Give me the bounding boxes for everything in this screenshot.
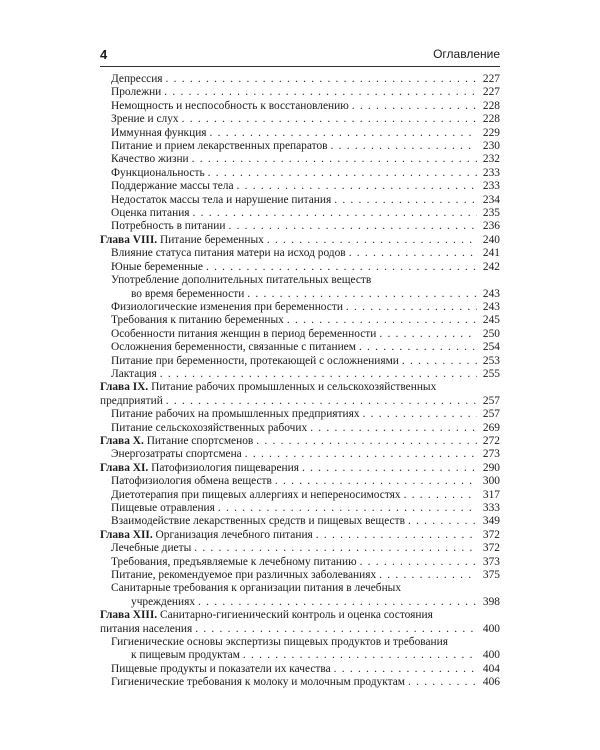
- leader-dots: [334, 663, 477, 676]
- entry-title: Депрессия: [111, 73, 163, 85]
- entry-title: Питание, рекомендуемое при различных заболеваниях: [111, 569, 377, 582]
- toc-section-entry[interactable]: [100, 153, 500, 166]
- leader-dots: [245, 448, 477, 461]
- entry-page-number: 250: [482, 327, 500, 340]
- toc-section-entry[interactable]: [100, 542, 500, 555]
- toc-section-entry[interactable]: [100, 422, 500, 435]
- entry-page-number: 317: [482, 488, 500, 501]
- toc-section-entry[interactable]: [100, 676, 500, 689]
- leader-dots: [166, 395, 477, 408]
- entry-title: Санитарно-гигиенический контроль и оценка состояния: [159, 609, 433, 622]
- entry-title: Лактация: [111, 367, 157, 380]
- chapter-label: Глава XI.: [100, 461, 149, 474]
- entry-page-number: 255: [482, 367, 500, 380]
- leader-dots: [164, 86, 477, 99]
- entry-title-continued: учреждениях: [131, 595, 196, 608]
- entry-page-number: 227: [482, 73, 500, 85]
- toc-section-entry[interactable]: [100, 489, 500, 502]
- entry-title: Физиологические изменения при беременности: [111, 300, 343, 313]
- entry-title: Недостаток массы тела и нарушение питания: [111, 193, 332, 206]
- leader-dots: [379, 328, 477, 341]
- entry-title: Питание спортсменов: [146, 434, 254, 447]
- leader-dots: [408, 515, 477, 528]
- entry-page-number: 257: [482, 408, 500, 421]
- entry-title: Питание и прием лекарственных препаратов: [111, 140, 328, 153]
- entry-title: Санитарные требования к организации питания в лечебных: [111, 582, 402, 595]
- entry-page-number: 242: [482, 260, 500, 273]
- toc-section-entry[interactable]: [100, 180, 500, 193]
- entry-page-number: 253: [482, 354, 500, 367]
- leader-dots: [331, 140, 477, 153]
- leader-dots: [360, 556, 477, 569]
- entry-title: Диетотерапия при пищевых аллергиях и непереносимостях: [111, 488, 401, 501]
- leader-dots: [404, 489, 477, 502]
- entry-page-number: 254: [482, 341, 500, 354]
- entry-title-continued: к пищевым продуктам: [131, 649, 240, 662]
- toc-section-entry[interactable]: [100, 328, 500, 341]
- entry-title: Пищевые продукты и показатели их качества: [111, 662, 331, 675]
- leader-dots: [310, 422, 477, 435]
- entry-page-number: 290: [482, 461, 500, 474]
- entry-title: Организация лечебного питания: [155, 528, 313, 541]
- leader-dots: [247, 288, 477, 301]
- page-number: 4: [100, 47, 108, 62]
- leader-dots: [206, 261, 477, 274]
- toc-section-entry[interactable]: [100, 636, 500, 663]
- entry-page-number: 269: [482, 421, 500, 434]
- table-of-contents: [100, 73, 500, 690]
- toc-section-entry[interactable]: [100, 475, 500, 488]
- entry-page-number: 241: [482, 247, 500, 260]
- toc-section-entry[interactable]: [100, 582, 500, 609]
- entry-page-number: 372: [482, 528, 500, 541]
- entry-page-number: 234: [482, 193, 500, 206]
- entry-title: Питание беременных: [159, 233, 264, 246]
- entry-title: Поддержание массы тела: [111, 180, 234, 193]
- leader-dots: [237, 180, 477, 193]
- entry-title: Патофизиология обмена веществ: [111, 475, 272, 488]
- entry-page-number: 228: [482, 113, 500, 126]
- toc-section-entry[interactable]: [100, 663, 500, 676]
- toc-section-entry[interactable]: [100, 274, 500, 301]
- leader-dots: [275, 475, 477, 488]
- entry-title: Пролежни: [111, 86, 162, 99]
- entry-title: Влияние статуса питания матери на исход родов: [111, 247, 346, 260]
- leader-dots: [359, 341, 477, 354]
- entry-page-number: 404: [482, 662, 500, 675]
- toc-chapter-entry[interactable]: [100, 435, 500, 448]
- leader-dots: [195, 623, 477, 636]
- leader-dots: [363, 408, 477, 421]
- toc-chapter-entry[interactable]: [100, 234, 500, 247]
- leader-dots: [194, 542, 477, 555]
- entry-title: Особенности питания женщин в период беременности: [111, 327, 377, 340]
- entry-title: Гигиенические требования к молоку и молочным продуктам: [111, 676, 405, 689]
- entry-page-number: 300: [482, 475, 500, 488]
- toc-section-entry[interactable]: [100, 100, 500, 113]
- entry-page-number: 243: [482, 300, 500, 313]
- toc-chapter-entry[interactable]: [100, 462, 500, 475]
- leader-dots: [256, 435, 477, 448]
- leader-dots: [160, 368, 477, 381]
- toc-section-entry[interactable]: [100, 247, 500, 260]
- toc-section-entry[interactable]: [100, 556, 500, 569]
- entry-title: Гигиенические основы экспертизы пищевых продуктов и требования: [111, 636, 448, 649]
- leader-dots: [349, 247, 477, 260]
- entry-title: Питание рабочих на промышленных предприятиях: [111, 408, 360, 421]
- entry-page-number: 236: [482, 220, 500, 233]
- leader-dots: [402, 355, 477, 368]
- leader-dots: [267, 234, 477, 247]
- entry-page-number: 375: [482, 569, 500, 582]
- toc-chapter-entry[interactable]: [100, 529, 500, 542]
- leader-dots: [379, 569, 477, 582]
- chapter-label: Глава XII.: [100, 528, 153, 541]
- entry-title: Лечебные диеты: [111, 542, 192, 555]
- entry-title: Немощность и неспособность к восстановлению: [111, 99, 349, 112]
- toc-section-entry[interactable]: [100, 448, 500, 461]
- entry-page-number: 373: [482, 555, 500, 568]
- entry-page-number: 333: [482, 502, 500, 514]
- toc-section-entry[interactable]: [100, 408, 500, 421]
- entry-page-number: 235: [482, 207, 500, 220]
- toc-section-entry[interactable]: [100, 207, 500, 220]
- toc-section-entry[interactable]: [100, 502, 500, 515]
- entry-page-number: 272: [482, 434, 500, 447]
- leader-dots: [228, 220, 477, 233]
- entry-title: Потребность в питании: [111, 220, 226, 233]
- entry-title: Энергозатраты спортсмена: [111, 448, 242, 461]
- entry-title: Оценка питания: [111, 207, 190, 220]
- entry-page-number: 233: [482, 166, 500, 179]
- leader-dots: [166, 73, 477, 86]
- toc-section-entry[interactable]: [100, 314, 500, 327]
- entry-title: Юные беременные: [111, 260, 203, 273]
- leader-dots: [287, 314, 477, 327]
- toc-section-entry[interactable]: [100, 194, 500, 207]
- toc-section-entry[interactable]: [100, 515, 500, 528]
- entry-title: Питание при беременности, протекающей с осложнениями: [111, 354, 399, 367]
- entry-page-number: 232: [482, 153, 500, 166]
- leader-dots: [198, 596, 477, 609]
- toc-section-entry[interactable]: [100, 86, 500, 99]
- leader-dots: [182, 113, 477, 126]
- leader-dots: [243, 649, 477, 662]
- toc-section-entry[interactable]: [100, 341, 500, 354]
- leader-dots: [316, 529, 477, 542]
- entry-title: Питание сельскохозяйственных рабочих: [111, 421, 308, 434]
- entry-page-number: 349: [482, 515, 500, 528]
- page-header: [100, 44, 500, 67]
- entry-title: Пищевые отравления: [111, 502, 215, 514]
- entry-page-number: 229: [482, 126, 500, 139]
- chapter-label: Глава XIII.: [100, 609, 158, 622]
- entry-page-number: 273: [482, 448, 500, 461]
- toc-section-entry[interactable]: [100, 73, 500, 86]
- toc-chapter-entry[interactable]: [100, 609, 500, 636]
- entry-page-number: 257: [482, 394, 500, 407]
- toc-section-entry[interactable]: [100, 140, 500, 153]
- entry-title-continued: питания населения: [100, 622, 193, 635]
- entry-title: Зрение и слух: [111, 113, 179, 126]
- toc-section-entry[interactable]: [100, 167, 500, 180]
- entry-page-number: 240: [482, 233, 500, 246]
- chapter-label: Глава IX.: [100, 381, 149, 394]
- toc-section-entry[interactable]: [100, 113, 500, 126]
- leader-dots: [408, 676, 477, 689]
- leader-dots: [192, 153, 477, 166]
- leader-dots: [210, 127, 477, 140]
- entry-title-continued: предприятий: [100, 394, 163, 407]
- entry-page-number: 230: [482, 140, 500, 153]
- entry-page-number: 243: [482, 287, 500, 300]
- entry-page-number: 400: [482, 622, 500, 635]
- leader-dots: [334, 194, 477, 207]
- entry-page-number: 372: [482, 542, 500, 555]
- entry-title: Иммунная функция: [111, 126, 207, 139]
- toc-section-entry[interactable]: [100, 220, 500, 233]
- entry-title: Функциональность: [111, 166, 205, 179]
- entry-title: Требования к питанию беременных: [111, 314, 284, 327]
- entry-title: Требования, предъявляемые к лечебному питанию: [111, 555, 357, 568]
- toc-section-entry[interactable]: [100, 127, 500, 140]
- entry-title: Питание рабочих промышленных и сельскохозяйственных: [151, 381, 437, 394]
- leader-dots: [193, 207, 477, 220]
- leader-dots: [218, 502, 477, 515]
- toc-section-entry[interactable]: [100, 261, 500, 274]
- entry-page-number: 245: [482, 314, 500, 327]
- entry-title: Употребление дополнительных питательных веществ: [111, 274, 372, 287]
- entry-title-continued: во время беременности: [131, 287, 245, 300]
- entry-title: Взаимодействие лекарственных средств и пищевых веществ: [111, 515, 405, 528]
- chapter-label: Глава X.: [100, 434, 144, 447]
- entry-page-number: 398: [482, 595, 500, 608]
- toc-section-entry[interactable]: [100, 355, 500, 368]
- entry-page-number: 406: [482, 676, 500, 689]
- leader-dots: [352, 100, 477, 113]
- toc-section-entry[interactable]: [100, 569, 500, 582]
- leader-dots: [346, 301, 477, 314]
- section-title: Оглавление: [433, 47, 500, 61]
- chapter-label: Глава VIII.: [100, 233, 158, 246]
- toc-section-entry[interactable]: [100, 301, 500, 314]
- toc-chapter-entry[interactable]: [100, 381, 500, 408]
- entry-page-number: 227: [482, 86, 500, 99]
- entry-title: Качество жизни: [111, 153, 189, 166]
- leader-dots: [208, 167, 477, 180]
- toc-section-entry[interactable]: [100, 368, 500, 381]
- entry-page-number: 228: [482, 99, 500, 112]
- entry-page-number: 233: [482, 180, 500, 193]
- entry-title: Патофизиология пищеварения: [151, 461, 299, 474]
- leader-dots: [302, 462, 477, 475]
- entry-page-number: 400: [482, 649, 500, 662]
- entry-title: Осложнения беременности, связанные с питанием: [111, 341, 356, 354]
